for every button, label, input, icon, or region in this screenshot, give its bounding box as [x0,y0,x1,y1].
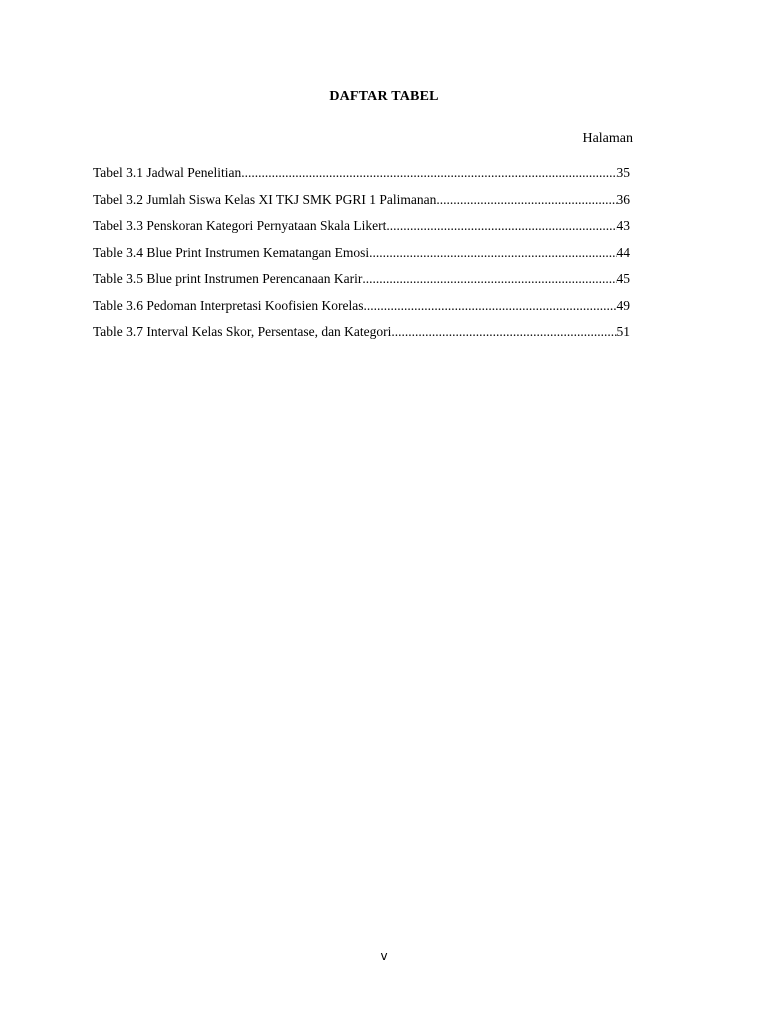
list-item [93,244,630,271]
dot-leader [391,323,616,341]
entry-label: Tabel 3.3 Penskoran Kategori Pernyataan Skala Likert [93,218,387,233]
entry-label: Table 3.5 Blue print Instrumen Perencanaan Karir [93,271,363,286]
entry-page-number: 44 [616,244,630,260]
dot-leader [386,217,616,235]
dot-leader [436,191,616,209]
table-list [93,164,630,350]
list-item [93,217,630,244]
entry-label: Table 3.4 Blue Print Instrumen Kematangan Emosi [93,244,370,260]
list-item [93,164,630,191]
entry-label: Tabel 3.1 Jadwal Penelitian [93,165,242,180]
entry-page-number: 45 [616,271,630,286]
dot-leader [363,297,616,315]
entry-label: Tabel 3.2 Jumlah Siswa Kelas XI TKJ SMK PGRI 1 Palimanan [93,191,437,207]
list-item [93,191,630,218]
entry-page-number: 51 [616,324,630,339]
list-item [93,270,630,297]
list-item [93,297,630,324]
dot-leader [362,270,616,288]
entry-page-number: 35 [616,165,630,180]
page-column-header: Halaman [582,131,633,146]
entry-page-number: 36 [616,191,630,207]
dot-leader [369,244,616,262]
footer-page-number: v [380,949,388,963]
entry-label: Table 3.7 Interval Kelas Skor, Persentase, dan Kategori [93,324,392,339]
dot-leader [241,164,616,182]
entry-label: Table 3.6 Pedoman Interpretasi Koofisien Korelas [93,297,364,313]
entry-page-number: 43 [616,218,630,233]
list-item [93,323,630,350]
entry-page-number: 49 [616,297,630,313]
page-title: DAFTAR TABEL [329,89,439,104]
